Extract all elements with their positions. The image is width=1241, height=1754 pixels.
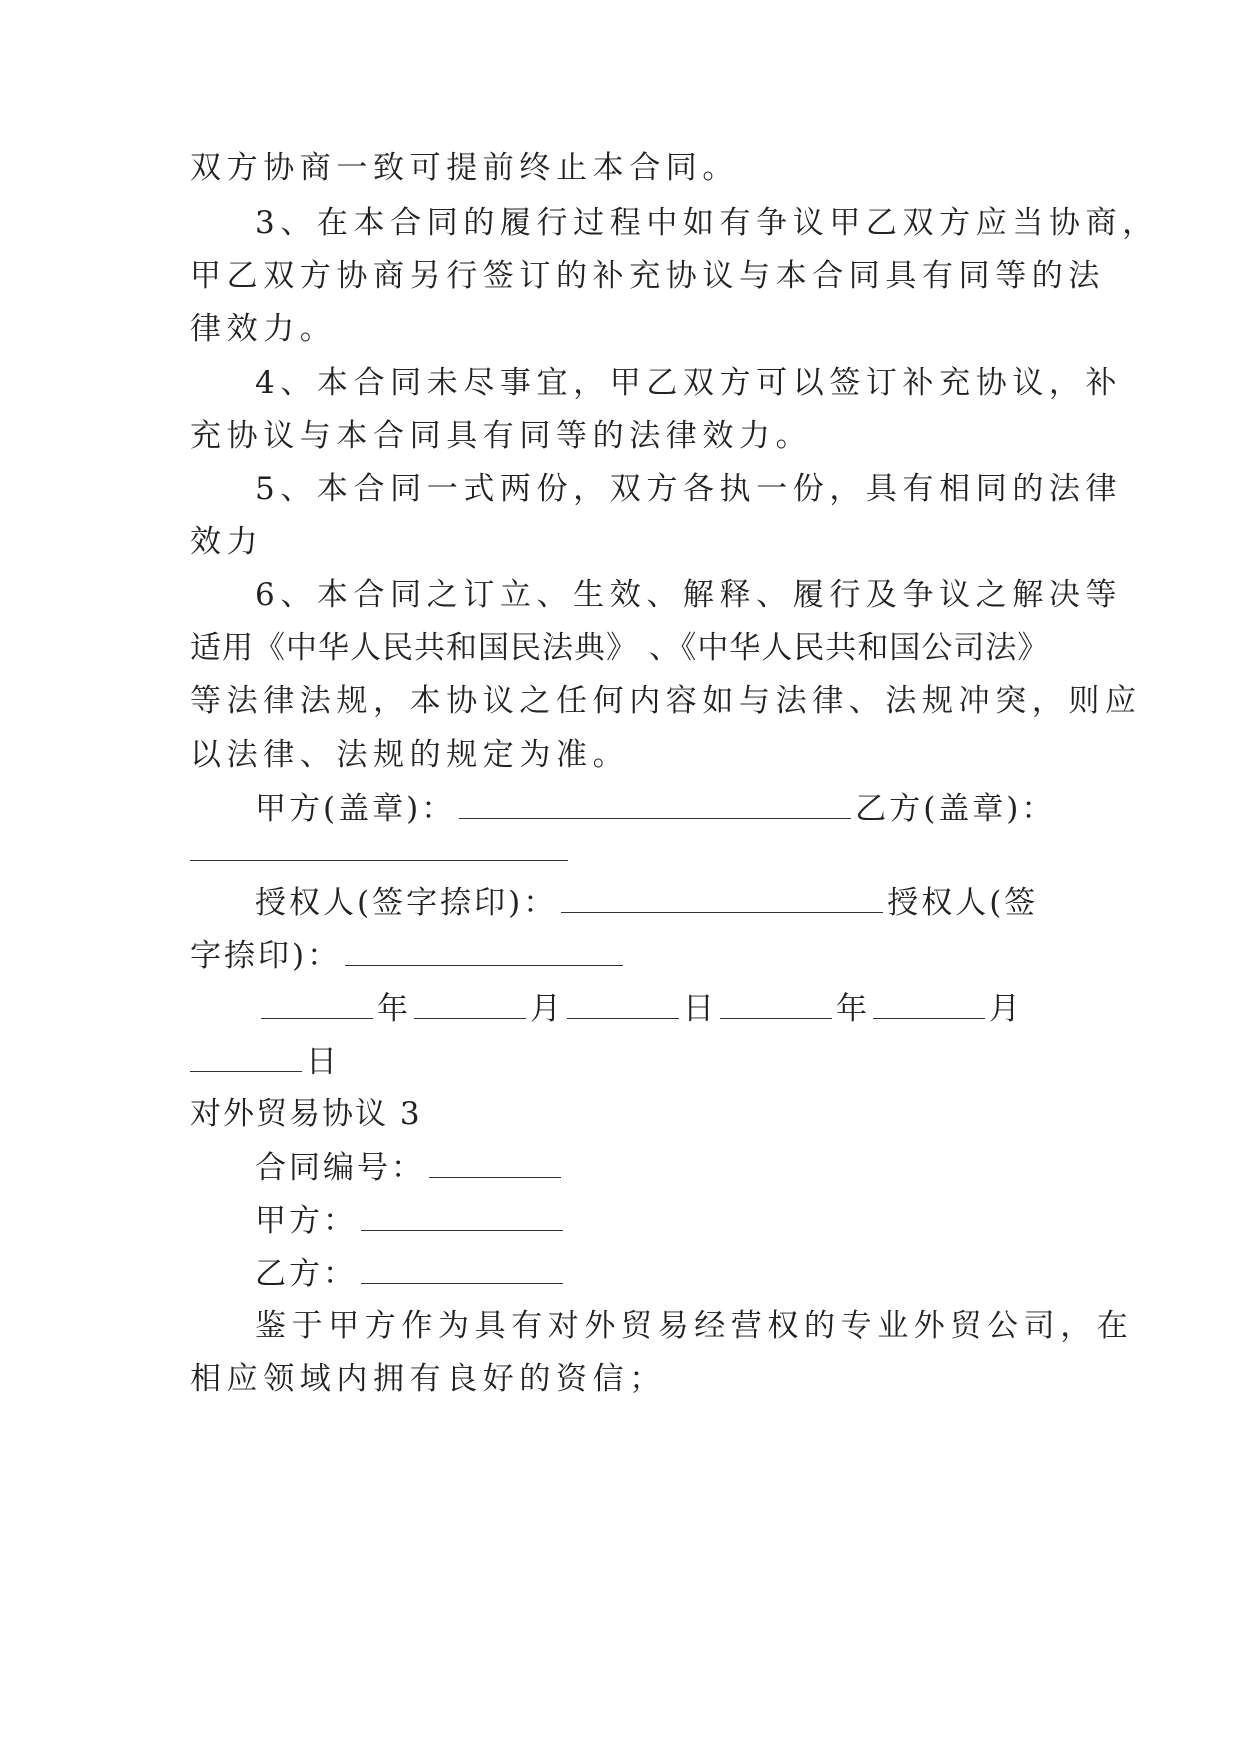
authorized-2-label-part1: 授权人(签 [887,885,1039,921]
clause-5-line-2: 效力 [190,524,264,560]
day-1-label: 日 [683,991,716,1027]
year-2-blank [720,988,832,1019]
clause-3-line-1: 3、在本合同的履行过程中如有争议甲乙双方应当协商， [255,205,1159,241]
clause-6-line-1: 6、本合同之订立、生效、解释、履行及争议之解决等 [255,577,1123,613]
seal-line [255,788,1055,828]
party-a-blank [361,1200,563,1231]
day-2-blank [190,1041,302,1072]
party-b-label: 乙方： [255,1256,357,1292]
date-line [255,988,1022,1028]
clause-6-line-4: 以法律、法规的规定为准。 [190,737,630,773]
date-line-2 [190,1041,339,1081]
authorized-line [255,882,1038,922]
clause-4-line-2: 充协议与本合同具有同等的法律效力。 [190,418,813,454]
party-a-seal-blank [459,788,851,819]
contract-no-blank [429,1147,561,1178]
authorized-1-label: 授权人(签字捺印)： [255,885,558,921]
year-2-label: 年 [836,991,869,1027]
text-line: 双方协商一致可提前终止本合同。 [190,150,739,186]
year-1-blank [261,988,373,1019]
authorized-line-2 [190,935,627,975]
authorized-1-blank [561,882,883,913]
section-title: 对外贸易协议 3 [190,1096,422,1132]
year-1-label: 年 [377,991,410,1027]
closing-line-1: 鉴于甲方作为具有对外贸易经营权的专业外贸公司，在 [255,1308,1134,1344]
month-1-label: 月 [530,991,563,1027]
clause-4-line-1: 4、本合同未尽事宜，甲乙双方可以签订补充协议，补 [255,365,1123,401]
day-1-blank [567,988,679,1019]
authorized-2-label-part2: 字捺印)： [190,938,342,974]
clause-5-line-1: 5、本合同一式两份，双方各执一份，具有相同的法律 [255,471,1123,507]
party-a-label: 甲方： [255,1203,357,1239]
party-b-blank [361,1253,563,1284]
clause-3-line-2: 甲乙双方协商另行签订的补充协议与本合同具有同等的法 [190,258,1105,294]
party-b-seal-label: 乙方(盖章)： [855,791,1056,827]
month-1-blank [414,988,526,1019]
month-2-label: 月 [989,991,1022,1027]
clause-6-line-3: 等法律法规，本协议之任何内容如与法律、法规冲突，则应 [190,683,1142,719]
authorized-2-blank [345,935,623,966]
party-a-seal-label: 甲方(盖章)： [255,791,456,827]
party-b-seal-line [190,830,568,870]
contract-no-label: 合同编号： [255,1150,425,1186]
contract-no-field [255,1147,565,1187]
clause-6-line-2: 适用《中华人民共和国民法典》 、《中华人民共和国公司法》 [190,630,1050,666]
day-2-label: 日 [306,1044,339,1080]
party-b-field [255,1253,567,1293]
party-a-field [255,1200,567,1240]
party-b-seal-blank [190,830,568,861]
closing-line-2: 相应领域内拥有良好的资信； [190,1361,666,1397]
month-2-blank [873,988,985,1019]
clause-3-line-3: 律效力。 [190,311,337,347]
